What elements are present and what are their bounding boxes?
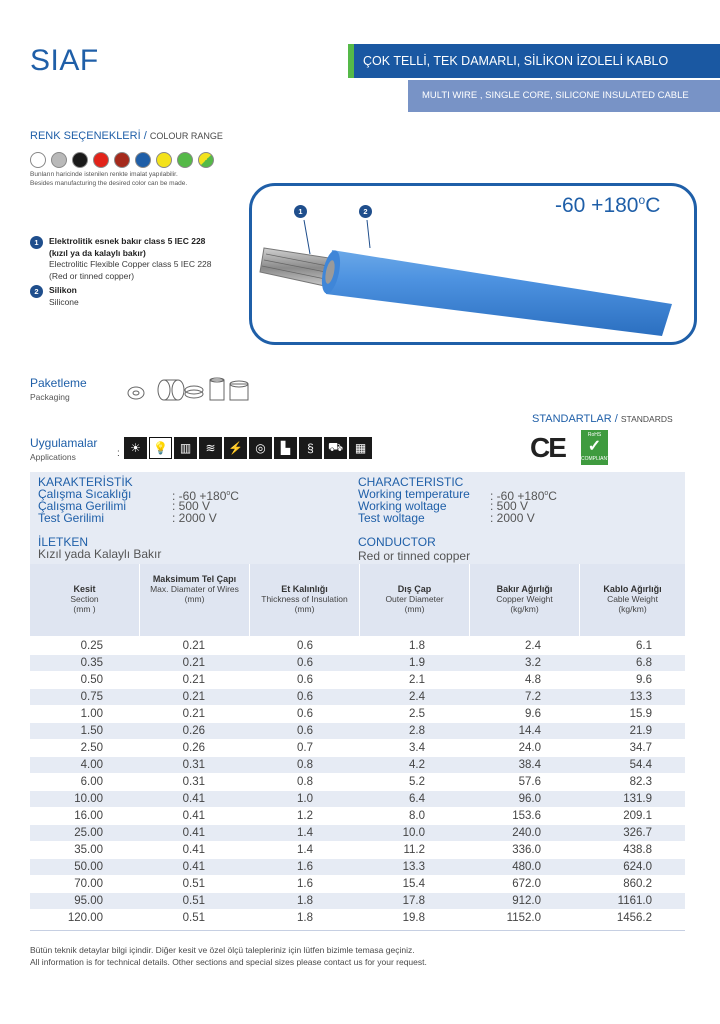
temperature-value: -60 +180: [555, 194, 639, 217]
table-cell: 6.8: [636, 657, 652, 669]
table-row: [30, 672, 685, 689]
rohs-text: RoHS: [587, 432, 602, 438]
table-cell: 131.9: [623, 793, 652, 805]
colour-note-en: Besides manufacturing the desired color can be made.: [30, 180, 188, 187]
table-cell: 96.0: [518, 793, 541, 805]
table-cell: 240.0: [512, 827, 541, 839]
table-cell: 0.41: [182, 844, 205, 856]
table-cell: 438.8: [623, 844, 652, 856]
table-row: [30, 859, 685, 876]
rohs-badge: [581, 430, 611, 465]
box-icon: [230, 381, 248, 400]
char-label-en-1: Working woltage: [358, 499, 447, 513]
table-row: [30, 893, 685, 910]
table-cell: 82.3: [629, 776, 652, 788]
table-cell: 0.51: [182, 912, 205, 924]
standards-title: [532, 413, 673, 425]
table-cell: 0.35: [80, 657, 103, 669]
table-cell: 1152.0: [506, 912, 541, 924]
colour-swatch: [93, 152, 109, 168]
marker-1: 1: [294, 205, 307, 218]
table-cell: 0.6: [297, 725, 313, 737]
table-cell: 21.9: [629, 725, 652, 737]
table-cell: 5.2: [409, 776, 425, 788]
table-cell: 19.8: [402, 912, 425, 924]
char-value-en-1: : 500 V: [490, 499, 529, 513]
table-cell: 1.8: [409, 640, 425, 652]
column-header: Bakır Ağırlığı Copper Weight (kg/km): [470, 564, 580, 636]
char-label-tr-0: Çalışma Sıcaklığı: [38, 487, 132, 501]
table-row: [30, 808, 685, 825]
conductor-value-tr: Kızıl yada Kalaylı Bakır: [38, 547, 162, 561]
column-header: Et Kalınlığı Thickness of Insulation (mm): [250, 564, 360, 636]
colour-swatch: [135, 152, 151, 168]
building-icon: ▦: [349, 437, 372, 459]
welding-icon: §: [299, 437, 322, 459]
table-cell: 11.2: [403, 844, 425, 856]
marker-2: 2: [359, 205, 372, 218]
table-row: [30, 825, 685, 842]
table-row: [30, 774, 685, 791]
table-row: [30, 757, 685, 774]
column-header: Kablo Ağırlığı Cable Weight (kg/km): [603, 584, 662, 614]
legend-1-sub-tr: (kızıl ya da kalaylı bakır): [49, 247, 146, 258]
legend-marker-1: 1: [30, 236, 43, 249]
factory-icon: ▙: [274, 437, 297, 459]
table-cell: 0.41: [182, 810, 205, 822]
colour-swatch: [30, 152, 46, 168]
conductor-value-en: Red or tinned copper: [358, 549, 471, 563]
table-cell: 912.0: [512, 895, 541, 907]
table-cell: 120.00: [67, 912, 103, 924]
table-cell: 17.8: [402, 895, 425, 907]
table-cell: 0.21: [182, 708, 205, 720]
table-cell: 2.1: [409, 674, 425, 686]
standards-title-tr: STANDARTLAR /: [532, 413, 618, 425]
table-row: [30, 740, 685, 757]
table-row: [30, 842, 685, 859]
title-tr: ÇOK TELLİ, TEK DAMARLI, SİLİKON İZOLELİ KABLO: [363, 54, 669, 68]
table-cell: 35.00: [74, 844, 103, 856]
table-cell: 1.2: [297, 810, 313, 822]
table-cell: 6.1: [636, 640, 652, 652]
table-row: [30, 689, 685, 706]
legend-1-title-en: Electrolitic Flexible Copper class 5 IEC 228: [49, 259, 212, 269]
table-cell: 1.0: [297, 793, 313, 805]
ce-mark: CE: [530, 432, 565, 463]
legend-item-conductor: [30, 236, 212, 282]
char-value-tr-2: : 2000 V: [172, 511, 217, 525]
table-cell: 0.41: [182, 827, 205, 839]
legend-1-title-tr: Elektrolitik esnek bakır class 5 IEC 228: [49, 236, 206, 246]
table-cell: 0.8: [297, 776, 313, 788]
table-row: [30, 638, 685, 655]
char-value-tr-1: : 500 V: [172, 499, 211, 513]
table-cell: 0.8: [297, 759, 313, 771]
table-cell: 480.0: [512, 861, 541, 873]
application-icons: [124, 437, 372, 459]
legend-item-insulation: [30, 285, 212, 308]
table-cell: 25.00: [74, 827, 103, 839]
title-bar-en: [408, 80, 720, 112]
table-cell: 1.6: [297, 861, 313, 873]
char-value-en-0: : $-60 +180^oC$: [490, 489, 557, 503]
table-cell: 336.0: [512, 844, 541, 856]
table-cell: 0.6: [297, 674, 313, 686]
table-cell: 10.0: [402, 827, 425, 839]
product-code: SIAF: [30, 44, 99, 77]
table-cell: 7.2: [525, 691, 541, 703]
table-cell: 209.1: [623, 810, 652, 822]
legend-2-title-tr: Silikon: [49, 285, 77, 295]
table-cell: 672.0: [512, 878, 541, 890]
table-cell: 34.7: [629, 742, 652, 754]
colour-swatch: [72, 152, 88, 168]
table-cell: 9.6: [636, 674, 652, 686]
table-row: [30, 910, 685, 927]
table-cell: 0.21: [182, 657, 205, 669]
table-cell: 3.2: [525, 657, 541, 669]
table-row: [30, 791, 685, 808]
table-cell: 24.0: [518, 742, 541, 754]
footer-en: All information is for technical details. Other sections and special sizes please contact us for your request.: [30, 957, 427, 967]
table-cell: 860.2: [623, 878, 652, 890]
colour-title-tr: RENK SEÇENEKLERİ /: [30, 130, 147, 142]
silicone-insulation: [326, 250, 672, 336]
applications-label: [30, 436, 97, 462]
lighting-icon: 💡: [149, 437, 172, 459]
char-label-tr-1: Çalışma Gerilimi: [38, 499, 127, 513]
table-cell: 1.4: [297, 827, 313, 839]
coil-icon: [128, 387, 144, 399]
legend-marker-2: 2: [30, 285, 43, 298]
table-cell: 50.00: [74, 861, 103, 873]
table-cell: 0.6: [297, 691, 313, 703]
table-row: [30, 706, 685, 723]
table-cell: 0.26: [182, 742, 205, 754]
table-cell: 10.00: [74, 793, 103, 805]
applications-colon: :: [117, 448, 120, 459]
table-cell: 2.4: [409, 691, 425, 703]
table-cell: 0.51: [182, 895, 205, 907]
table-cell: 1161.0: [617, 895, 652, 907]
applications-en: Applications: [30, 452, 76, 462]
table-row: [30, 655, 685, 672]
applications-tr: Uygulamalar: [30, 436, 98, 450]
table-cell: 70.00: [74, 878, 103, 890]
table-cell: 14.4: [518, 725, 541, 737]
table-cell: 0.6: [297, 640, 313, 652]
colour-swatch: [177, 152, 193, 168]
table-cell: 8.0: [409, 810, 425, 822]
table-cell: 0.31: [182, 776, 205, 788]
footer-divider: [30, 930, 685, 931]
char-label-en-0: Working temperature: [358, 487, 470, 501]
cooker-icon: ◎: [249, 437, 272, 459]
drum-icon: [210, 378, 224, 400]
column-header: Maksimum Tel Çapı Max. Diamater of Wires (mm): [140, 564, 250, 636]
footer-note: [30, 944, 427, 968]
table-cell: 4.2: [409, 759, 425, 771]
table-cell: 57.6: [518, 776, 541, 788]
table-cell: 16.00: [74, 810, 103, 822]
table-cell: 6.4: [409, 793, 425, 805]
reel-icon: [158, 380, 184, 400]
column-header: Dış Çap Outer Diameter (mm): [360, 564, 470, 636]
table-cell: 2.5: [409, 708, 425, 720]
table-cell: 2.4: [525, 640, 541, 652]
legend-1-sub-en: (Red or tinned copper): [49, 270, 135, 281]
table-cell: 38.4: [518, 759, 541, 771]
packaging-label: [30, 376, 87, 402]
colour-title-en: COLOUR RANGE: [149, 131, 223, 141]
table-header: [30, 564, 685, 636]
title-en: MULTI WIRE , SINGLE CORE, SILICONE INSULATED CABLE: [422, 90, 689, 101]
table-cell: 4.8: [525, 674, 541, 686]
conductor-title-en: CONDUCTOR: [358, 535, 436, 549]
rohs-sub: COMPLIANT: [581, 456, 611, 462]
check-icon: ✓: [587, 438, 602, 455]
table-cell: 153.6: [512, 810, 541, 822]
table-cell: 2.8: [409, 725, 425, 737]
table-cell: 0.51: [182, 878, 205, 890]
characteristics-title-en: CHARACTERISTIC: [358, 475, 464, 489]
colour-swatches: [30, 152, 214, 168]
table-cell: 0.6: [297, 657, 313, 669]
characteristics-title-tr: KARAKTERİSTİK: [38, 475, 133, 489]
table-cell: 0.41: [182, 861, 205, 873]
table-cell: 1456.2: [616, 912, 652, 924]
table-cell: 4.00: [80, 759, 103, 771]
electric-icon: ⚡: [224, 437, 247, 459]
table-cell: 2.50: [80, 742, 103, 754]
table-cell: 0.31: [182, 759, 205, 771]
char-value-en-2: : 2000 V: [490, 511, 535, 525]
conductor-title-tr: İLETKEN: [38, 535, 89, 549]
char-label-tr-2: Test Gerilimi: [38, 511, 105, 525]
table-cell: 0.50: [80, 674, 103, 686]
temperature-range: $-60 +180^oC$: [555, 193, 661, 217]
colour-note: [30, 170, 187, 188]
table-cell: 13.3: [629, 691, 652, 703]
spool-icon: [185, 386, 203, 398]
table-cell: 95.00: [74, 895, 103, 907]
colour-swatch: [114, 152, 130, 168]
title-bar-tr: [348, 44, 720, 78]
table-cell: 0.7: [297, 742, 313, 754]
char-label-en-2: Test woltage: [358, 511, 425, 525]
table-cell: 1.00: [80, 708, 103, 720]
characteristics-panel: [30, 472, 685, 564]
table-row: [30, 723, 685, 740]
table-cell: 0.21: [182, 691, 205, 703]
packaging-en: Packaging: [30, 392, 70, 402]
table-row: [30, 876, 685, 893]
spec-table: [30, 638, 685, 927]
table-cell: 1.8: [297, 895, 313, 907]
table-cell: 1.50: [80, 725, 103, 737]
accent-stripe: [348, 44, 354, 78]
table-cell: 1.9: [409, 657, 425, 669]
temperature-unit: C: [645, 194, 661, 217]
table-cell: 0.6: [297, 708, 313, 720]
table-cell: 1.6: [297, 878, 313, 890]
heating-icon: ☀: [124, 437, 147, 459]
table-cell: 13.3: [402, 861, 425, 873]
component-legend: [30, 236, 212, 311]
table-cell: 0.21: [182, 674, 205, 686]
table-cell: 1.4: [297, 844, 313, 856]
packaging-icons: [126, 376, 252, 402]
colour-swatch: [156, 152, 172, 168]
table-cell: 624.0: [623, 861, 652, 873]
legend-2-title-en: Silicone: [49, 296, 79, 307]
colour-swatch: [198, 152, 214, 168]
table-cell: 9.6: [525, 708, 541, 720]
table-cell: 0.25: [80, 640, 103, 652]
colour-swatch: [51, 152, 67, 168]
table-cell: 54.4: [629, 759, 652, 771]
table-cell: 3.4: [409, 742, 425, 754]
table-cell: 0.21: [182, 640, 205, 652]
table-cell: 15.4: [402, 878, 425, 890]
colour-range-title: [30, 130, 223, 142]
table-cell: 6.00: [80, 776, 103, 788]
colour-note-tr: Bunların haricinde istenilen renkte imalat yapılabilir.: [30, 171, 178, 178]
table-cell: 0.75: [80, 691, 103, 703]
table-cell: 0.41: [182, 793, 205, 805]
vehicle-icon: ⛟: [324, 437, 347, 459]
char-value-tr-0: : $-60 +180^oC$: [172, 489, 239, 503]
column-header: Kesit Section (mm ): [30, 564, 140, 636]
table-cell: 0.26: [182, 725, 205, 737]
table-cell: 326.7: [623, 827, 652, 839]
heat-wave-icon: ≋: [199, 437, 222, 459]
table-cell: 15.9: [629, 708, 652, 720]
table-cell: 1.8: [297, 912, 313, 924]
footer-tr: Bütün teknik detaylar bilgi içindir. Diğer kesit ve özel ölçü talepleriniz için lütfen bizimle temasa geçiniz.: [30, 945, 415, 955]
standards-title-en: STANDARDS: [620, 414, 673, 424]
radiator-icon: ▥: [174, 437, 197, 459]
packaging-tr: Paketleme: [30, 376, 87, 390]
